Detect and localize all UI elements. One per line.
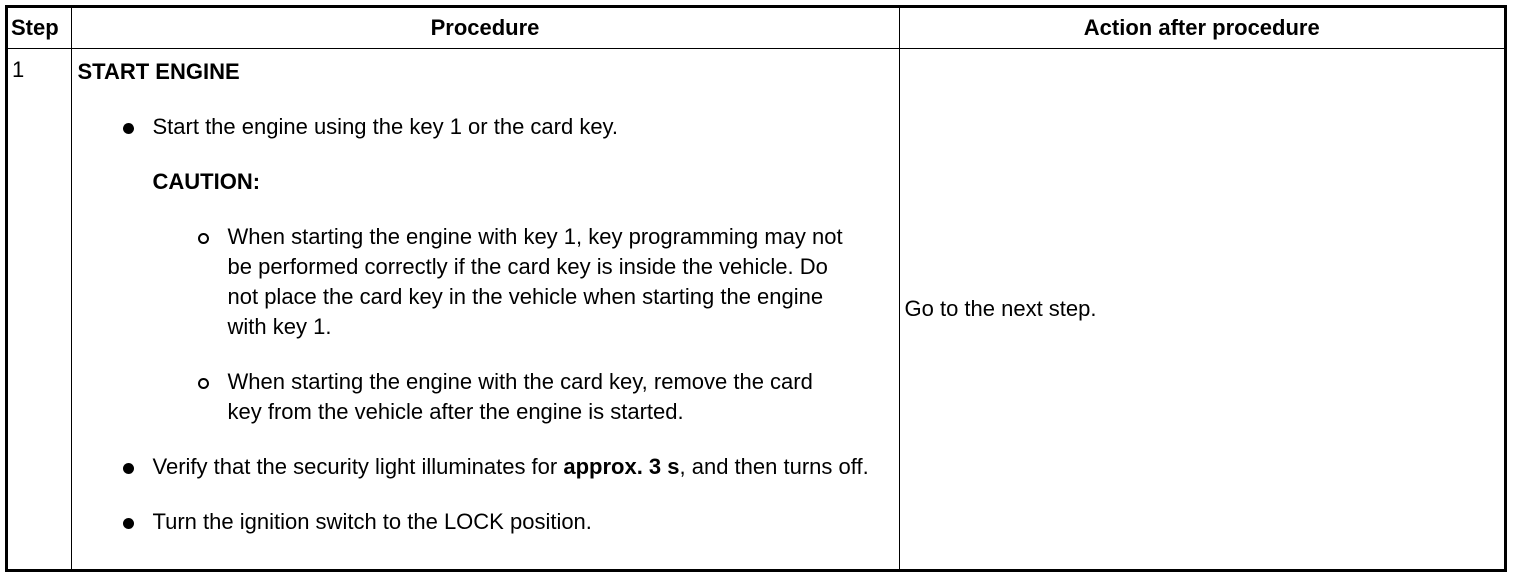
table-row (8, 49, 1504, 570)
header-step: Step (8, 8, 71, 49)
bullet-dot-icon (123, 123, 134, 134)
procedure-table (8, 8, 1504, 569)
procedure-heading: START ENGINE (77, 59, 240, 84)
caution-item-2-text: When starting the engine with the card key, remove the card key from the vehicle after the engine is started. (227, 369, 813, 424)
caution-item-1-text: When starting the engine with key 1, key programming may not be performed correctly if the card key is inside the vehicle. Do not place the card key in the vehicle when starting the engine with key 1. (227, 224, 843, 339)
bullet-3-text: Turn the ignition switch to the LOCK position. (152, 509, 592, 534)
caution-label: CAUTION: (152, 169, 261, 194)
bullet-2-text-bold: approx. 3 s (563, 454, 680, 479)
bullet-dot-icon (123, 463, 134, 474)
step-number: 1 (12, 57, 25, 82)
hollow-bullet-icon (198, 378, 209, 389)
bullet-2-text-post: , and then turns off. (679, 454, 869, 479)
procedure-bullet-1 (78, 112, 899, 142)
caution-item-2 (78, 367, 848, 427)
bullet-1-text: Start the engine using the key 1 or the card key. (152, 114, 619, 139)
procedure-cell (71, 49, 899, 570)
hollow-bullet-icon (198, 233, 209, 244)
table-header-row (8, 8, 1504, 49)
action-cell: Go to the next step. (899, 49, 1504, 570)
caution-item-1 (78, 222, 848, 342)
step-cell (8, 49, 71, 570)
procedure-bullet-3 (78, 507, 899, 537)
procedure-bullet-2 (78, 452, 893, 482)
header-action: Action after procedure (899, 8, 1504, 49)
bullet-2-text-pre: Verify that the security light illuminates for (152, 454, 564, 479)
bullet-dot-icon (123, 518, 134, 529)
header-procedure: Procedure (71, 8, 899, 49)
procedure-table-frame (5, 5, 1507, 572)
